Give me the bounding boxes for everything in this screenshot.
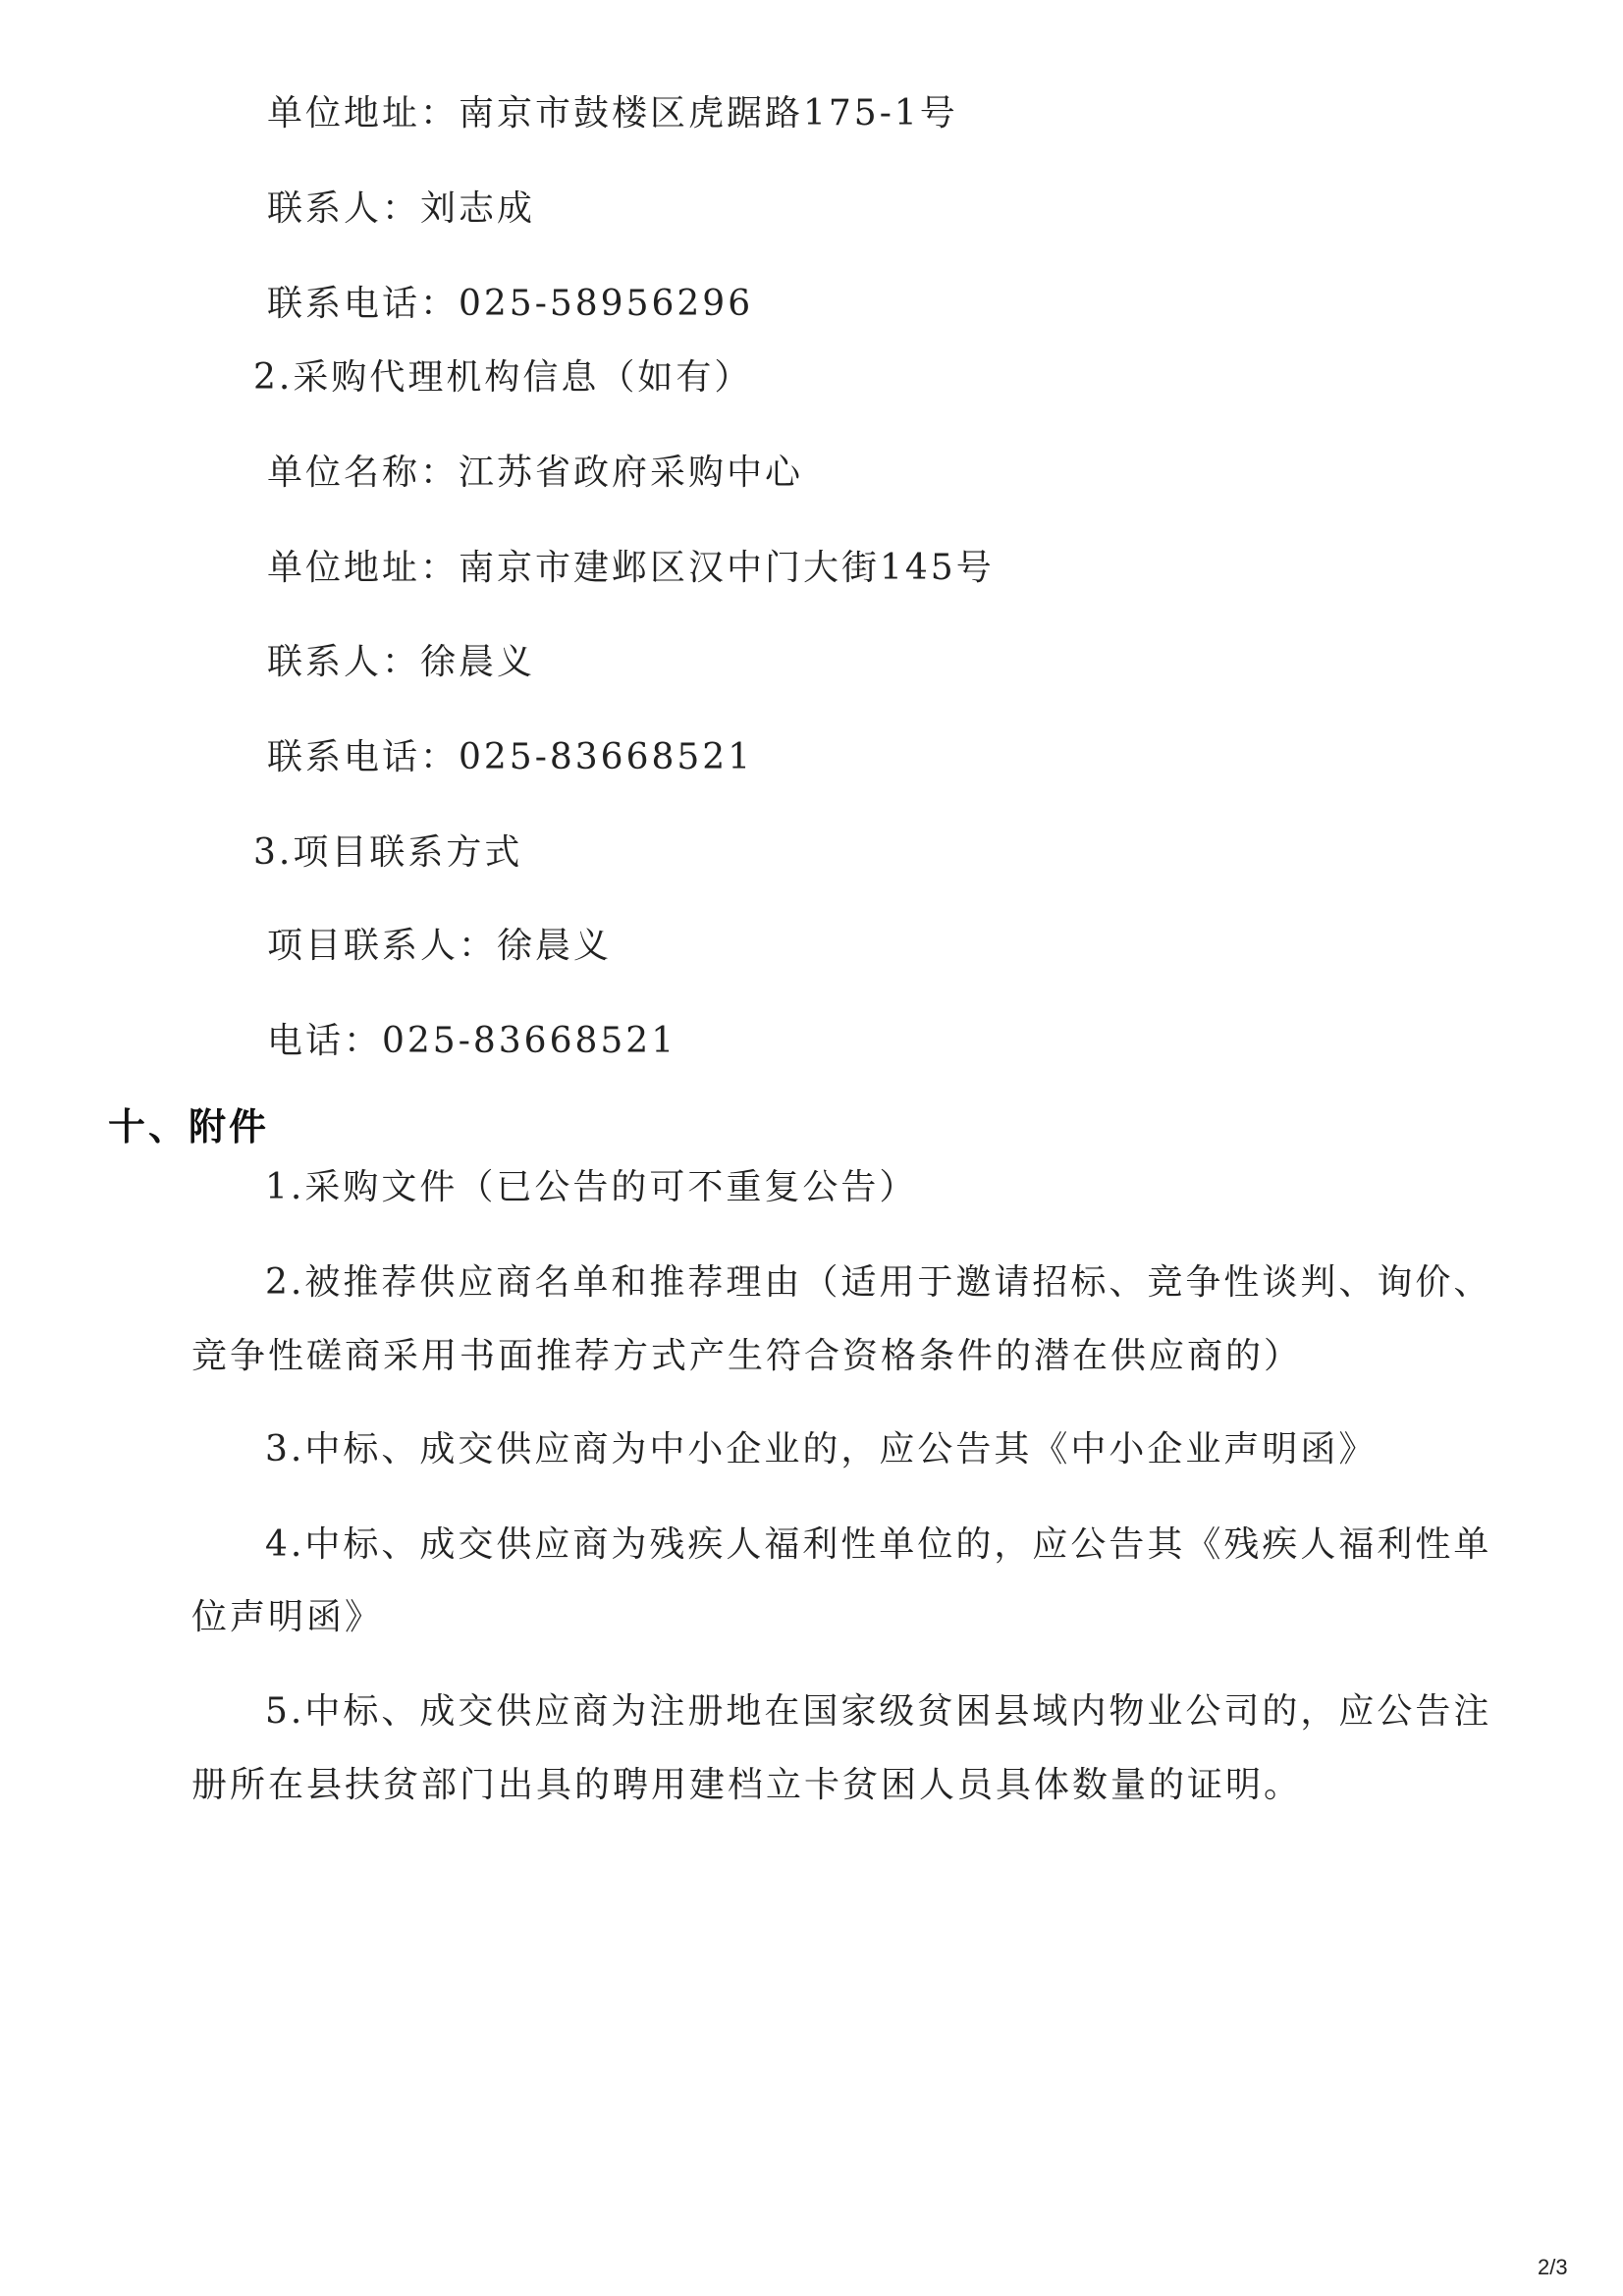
attachments-heading: 十、附件	[108, 1105, 270, 1148]
attachment-item-2-line-2: 竞争性磋商采用书面推荐方式产生符合资格条件的潜在供应商的）	[191, 1336, 1303, 1376]
project-phone: 电话：025-83668521	[267, 1021, 677, 1061]
attachment-item-5-line-2: 册所在县扶贫部门出具的聘用建档立卡贫困人员具体数量的证明。	[191, 1765, 1303, 1805]
page-number: 2/3	[1538, 2255, 1568, 2279]
attachment-item-1: 1.采购文件（已公告的可不重复公告）	[265, 1167, 918, 1207]
attachment-item-4-line-1: 4.中标、成交供应商为残疾人福利性单位的，应公告其《残疾人福利性单	[265, 1524, 1492, 1565]
project-heading: 3.项目联系方式	[253, 832, 523, 873]
purchaser-address: 单位地址：南京市鼓楼区虎踞路175-1号	[267, 93, 958, 133]
purchaser-phone: 联系电话：025-58956296	[267, 284, 754, 324]
purchaser-contact: 联系人：刘志成	[267, 188, 536, 229]
agency-heading: 2.采购代理机构信息（如有）	[253, 357, 753, 398]
attachment-item-5-line-1: 5.中标、成交供应商为注册地在国家级贫困县域内物业公司的，应公告注	[265, 1691, 1492, 1732]
attachment-item-4-line-2: 位声明函》	[191, 1597, 384, 1637]
agency-phone: 联系电话：025-83668521	[267, 737, 754, 777]
attachment-item-2-line-1: 2.被推荐供应商名单和推荐理由（适用于邀请招标、竞争性谈判、询价、	[265, 1262, 1492, 1303]
project-contact: 项目联系人：徐晨义	[267, 926, 613, 966]
agency-contact: 联系人：徐晨义	[267, 642, 536, 682]
agency-name: 单位名称：江苏省政府采购中心	[267, 453, 804, 493]
agency-address: 单位地址：南京市建邺区汉中门大街145号	[267, 548, 995, 588]
attachment-item-3: 3.中标、成交供应商为中小企业的，应公告其《中小企业声明函》	[265, 1429, 1378, 1469]
